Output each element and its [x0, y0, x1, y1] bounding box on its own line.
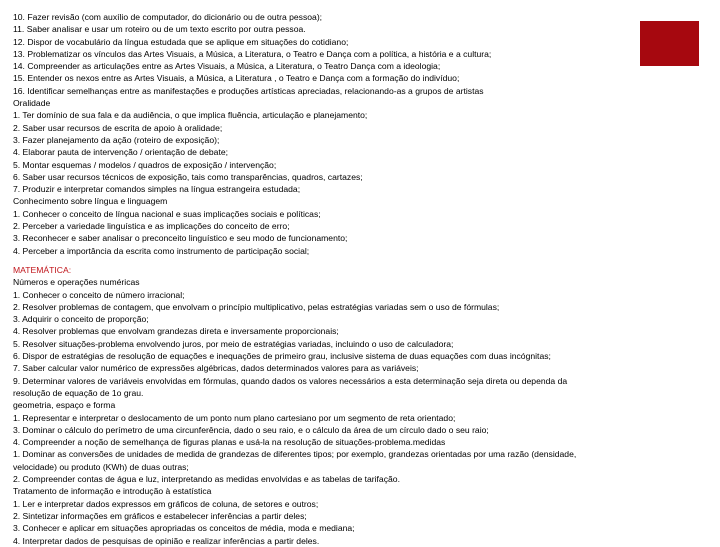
red-square-decoration: [640, 21, 699, 66]
text-line: 3. Reconhecer e saber analisar o preconceito linguístico e seu modo de funcionamento;: [13, 233, 348, 244]
text-line: Números e operações numéricas: [13, 277, 140, 288]
text-line: 2. Perceber a variedade linguística e as implicações do conceito de erro;: [13, 221, 290, 232]
text-line: 4. Perceber a importância da escrita como instrumento de participação social;: [13, 245, 310, 256]
text-line: 1. Conhecer o conceito de número irracional;: [13, 289, 185, 300]
math-competencies-list: [13, 276, 703, 547]
text-line: 1. Dominar as conversões de unidades de medida de grandezas de diferentes tipos; por exemplo, grandezas orientadas por uma razão (densidade,: [13, 449, 577, 460]
text-line: 6. Saber usar recursos técnicos de exposição, tais como transparências, quadros, cartazes;: [13, 171, 363, 182]
text-line: 6. Dispor de estratégias de resolução de equações e inequações de primeiro grau, inclusive sistema de duas equações com duas incógnitas;: [13, 351, 551, 362]
text-line: Tratamento de informação e introdução à estatística: [13, 486, 212, 497]
text-line: Conhecimento sobre língua e linguagem: [13, 196, 168, 207]
text-line: 16. Identificar semelhanças entre as manifestações e produções artísticas apreciadas, relacionando-as a grupos de artistas: [13, 85, 484, 96]
text-line: 2. Saber usar recursos de escrita de apoio à oralidade;: [13, 122, 223, 133]
text-line: 15. Entender os nexos entre as Artes Visuais, a Música, a Literatura , o Teatro e Dança com a formação do indivíduo;: [13, 73, 460, 84]
text-line: 2. Sintetizar informações em gráficos e estabelecer inferências a partir deles;: [13, 510, 307, 521]
text-line: 9. Determinar valores de variáveis envolvidas em fórmulas, quando dados os valores necessários a esta determinação seja direta ou dependa da: [13, 375, 568, 386]
text-line: 10. Fazer revisão (com auxílio de computador, do dicionário ou de outra pessoa);: [13, 12, 323, 22]
text-line: 7. Saber calcular valor numérico de expressões algébricas, dados determinados valores para as variáveis;: [13, 363, 419, 374]
math-section: [13, 264, 703, 547]
text-line: 1. Ter domínio de sua fala e da audiência, o que implica fluência, articulação e planejamento;: [13, 110, 368, 121]
text-line: 5. Montar esquemas / modelos / quadros de exposição / intervenção;: [13, 159, 277, 170]
text-line: resolução de equação de 1o grau.: [13, 387, 144, 398]
text-line: 3. Dominar o cálculo do perímetro de uma circunferência, dado o seu raio, e o cálculo da área de um círculo dado o seu raio;: [13, 424, 489, 435]
text-line: 2. Resolver problemas de contagem, que envolvam o princípio multiplicativo, pelas estratégias variadas sem o uso de fórmulas;: [13, 301, 500, 312]
text-line: 1. Conhecer o conceito de língua nacional e suas implicações sociais e políticas;: [13, 208, 321, 219]
text-line: 3. Conhecer e aplicar em situações apropriadas os conceitos de média, moda e mediana;: [13, 523, 355, 534]
text-line: 11. Saber analisar e usar um roteiro ou de um texto escrito por outra pessoa.: [13, 24, 306, 35]
text-line: 12. Dispor de vocabulário da língua estudada que se aplique em situações do cotidiano;: [13, 36, 349, 47]
math-section-title: MATEMÁTICA:: [13, 265, 72, 275]
text-line: 4. Compreender a noção de semelhança de figuras planas e usá-la na resolução de situações-problema.medidas: [13, 437, 446, 448]
text-line: 14. Compreender as articulações entre as Artes Visuais, a Música, a Literatura, o Teatro Dança com a ideologia;: [13, 61, 441, 72]
text-line: 3. Adquirir o conceito de proporção;: [13, 314, 149, 325]
text-line: Oralidade: [13, 98, 51, 109]
text-line: 1. Ler e interpretar dados expressos em gráficos de coluna, de setores e outros;: [13, 498, 319, 509]
text-line: 3. Fazer planejamento da ação (roteiro de exposição);: [13, 134, 220, 145]
text-line: 2. Compreender contas de água e luz, interpretando as medidas envolvidas e as tabelas de tarifação.: [13, 474, 400, 485]
text-line: 1. Representar e interpretar o deslocamento de um ponto num plano cartesiano por um segmento de reta orientado;: [13, 412, 456, 423]
text-line: 13. Problematizar os vínculos das Artes Visuais, a Música, a Literatura, o Teatro e Dança com a política, a história e a cultura;: [13, 48, 492, 59]
language-competencies-list: [13, 11, 643, 257]
text-line: 4. Resolver problemas que envolvam grandezas direta e inversamente proporcionais;: [13, 326, 339, 337]
text-line: 4. Interpretar dados de pesquisas de opinião e realizar inferências a partir deles.: [13, 535, 320, 546]
text-line: 4. Elaborar pauta de intervenção / orientação de debate;: [13, 147, 228, 158]
text-line: geometria, espaço e forma: [13, 400, 116, 411]
text-line: 5. Resolver situações-problema envolvendo juros, por meio de estratégias variadas, incluindo o uso de calculadora;: [13, 338, 454, 349]
text-line: velocidade) ou produto (KWh) de duas outras;: [13, 461, 189, 472]
text-line: 7. Produzir e interpretar comandos simples na língua estrangeira estudada;: [13, 184, 301, 195]
